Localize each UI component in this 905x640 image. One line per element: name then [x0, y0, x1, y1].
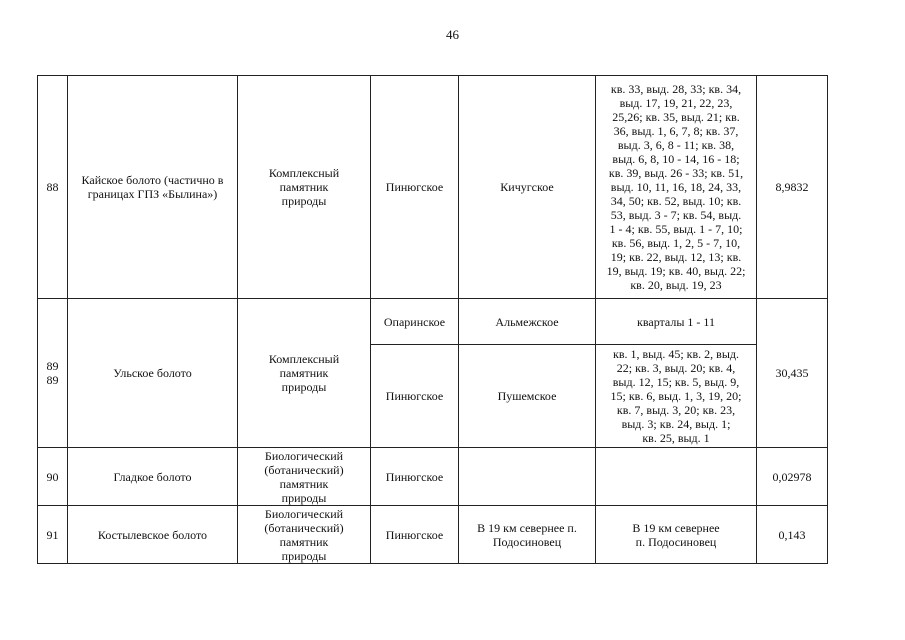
- row-number-line: 89: [46, 359, 59, 373]
- monument-name: Костылевское болото: [68, 506, 238, 564]
- area-value: 30,435: [757, 299, 828, 448]
- monument-type: [238, 506, 371, 564]
- location-cell: кварталы 1 - 11: [596, 299, 757, 345]
- row-number-line: 89: [46, 373, 59, 387]
- type-line: Биологический: [264, 448, 344, 463]
- location-line: 19; кв. 22, выд. 12, 13; кв.: [610, 250, 742, 264]
- location-line: 36, выд. 1, 6, 7, 8; кв. 37,: [613, 124, 739, 138]
- location-line: выд. 10, 11, 16, 18, 24, 33,: [610, 180, 742, 194]
- location-line: кв. 20, выд. 19, 23: [630, 278, 722, 292]
- location-line: выд. 3; кв. 24, выд. 1;: [621, 417, 731, 431]
- district-name: Пинюгское: [371, 448, 459, 506]
- location-line: 22; кв. 3, выд. 20; кв. 4,: [616, 361, 736, 375]
- row-number: 91: [38, 506, 68, 564]
- location-line: п. Подосиновец: [635, 534, 717, 549]
- district-name: Пинюгское: [371, 345, 459, 448]
- district-name: Пинюгское: [371, 506, 459, 564]
- location-cell: [596, 345, 757, 448]
- location-cell: [596, 76, 757, 299]
- forestry-name: [459, 506, 596, 564]
- page-number: 46: [446, 27, 459, 42]
- location-line: кв. 56, выд. 1, 2, 5 - 7, 10,: [611, 236, 741, 250]
- district-name: Пинюгское: [371, 76, 459, 299]
- type-line: памятник: [279, 534, 329, 549]
- location-cell: [596, 506, 757, 564]
- location-line: выд. 3, 6, 8 - 11; кв. 38,: [617, 138, 735, 152]
- monument-type: Комплексный памятник природы: [238, 299, 371, 448]
- location-line: кв. 7, выд. 3, 20; кв. 23,: [616, 403, 736, 417]
- monument-type: Комплексный памятник природы: [238, 76, 371, 299]
- location-line: выд. 12, 15; кв. 5, выд. 9,: [612, 375, 740, 389]
- forestry-name: Кичугское: [459, 76, 596, 299]
- type-line: Биологический: [264, 506, 344, 521]
- location-line: 19, выд. 19; кв. 40, выд. 22;: [606, 264, 746, 278]
- area-value: 8,9832: [757, 76, 828, 299]
- table-row: [38, 506, 828, 564]
- monument-name: Кайское болото (частично в границах ГПЗ «Былина»): [68, 76, 238, 299]
- monument-name: Ульское болото: [68, 299, 238, 448]
- table-row: [38, 448, 828, 506]
- location-line: 25,26; кв. 35, выд. 21; кв.: [612, 110, 740, 124]
- type-line: памятник: [279, 476, 329, 491]
- natural-monuments-table: [37, 75, 828, 564]
- forestry-name: Альмежское: [459, 299, 596, 345]
- location-line: кв. 33, выд. 28, 33; кв. 34,: [610, 82, 742, 96]
- location-line: кв. 25, выд. 1: [642, 431, 710, 445]
- forestry-line: В 19 км севернее п.: [477, 520, 577, 535]
- location-line: 1 - 4; кв. 55, выд. 1 - 7, 10;: [609, 222, 743, 236]
- table-row: [38, 76, 828, 299]
- location-line: В 19 км севернее: [632, 520, 720, 535]
- row-number: 88: [38, 76, 68, 299]
- row-number: 90: [38, 448, 68, 506]
- location-line: 53, выд. 3 - 7; кв. 54, выд.: [610, 208, 742, 222]
- table-row: [38, 299, 828, 345]
- location-line: кв. 1, выд. 45; кв. 2, выд.: [613, 347, 739, 361]
- type-line: (ботанический): [264, 520, 344, 535]
- district-name: Опаринское: [371, 299, 459, 345]
- type-line: (ботанический): [264, 462, 344, 477]
- location-line: выд. 6, 8, 10 - 14, 16 - 18;: [612, 152, 740, 166]
- forestry-line: Подосиновец: [492, 534, 562, 549]
- location-line: 15; кв. 6, выд. 1, 3, 19, 20;: [610, 389, 742, 403]
- location-line: 34, 50; кв. 52, выд. 10; кв.: [610, 194, 742, 208]
- location-line: кв. 39, выд. 26 - 33; кв. 51,: [608, 166, 744, 180]
- area-value: 0,02978: [757, 448, 828, 506]
- area-value: 0,143: [757, 506, 828, 564]
- location-line: выд. 17, 19, 21, 22, 23,: [619, 96, 733, 110]
- forestry-name: Пушемское: [459, 345, 596, 448]
- location-cell: [596, 448, 757, 506]
- monument-name: Гладкое болото: [68, 448, 238, 506]
- type-line: природы: [281, 548, 327, 563]
- row-number: [38, 299, 68, 448]
- type-line: природы: [281, 490, 327, 505]
- monument-type: [238, 448, 371, 506]
- forestry-name: [459, 448, 596, 506]
